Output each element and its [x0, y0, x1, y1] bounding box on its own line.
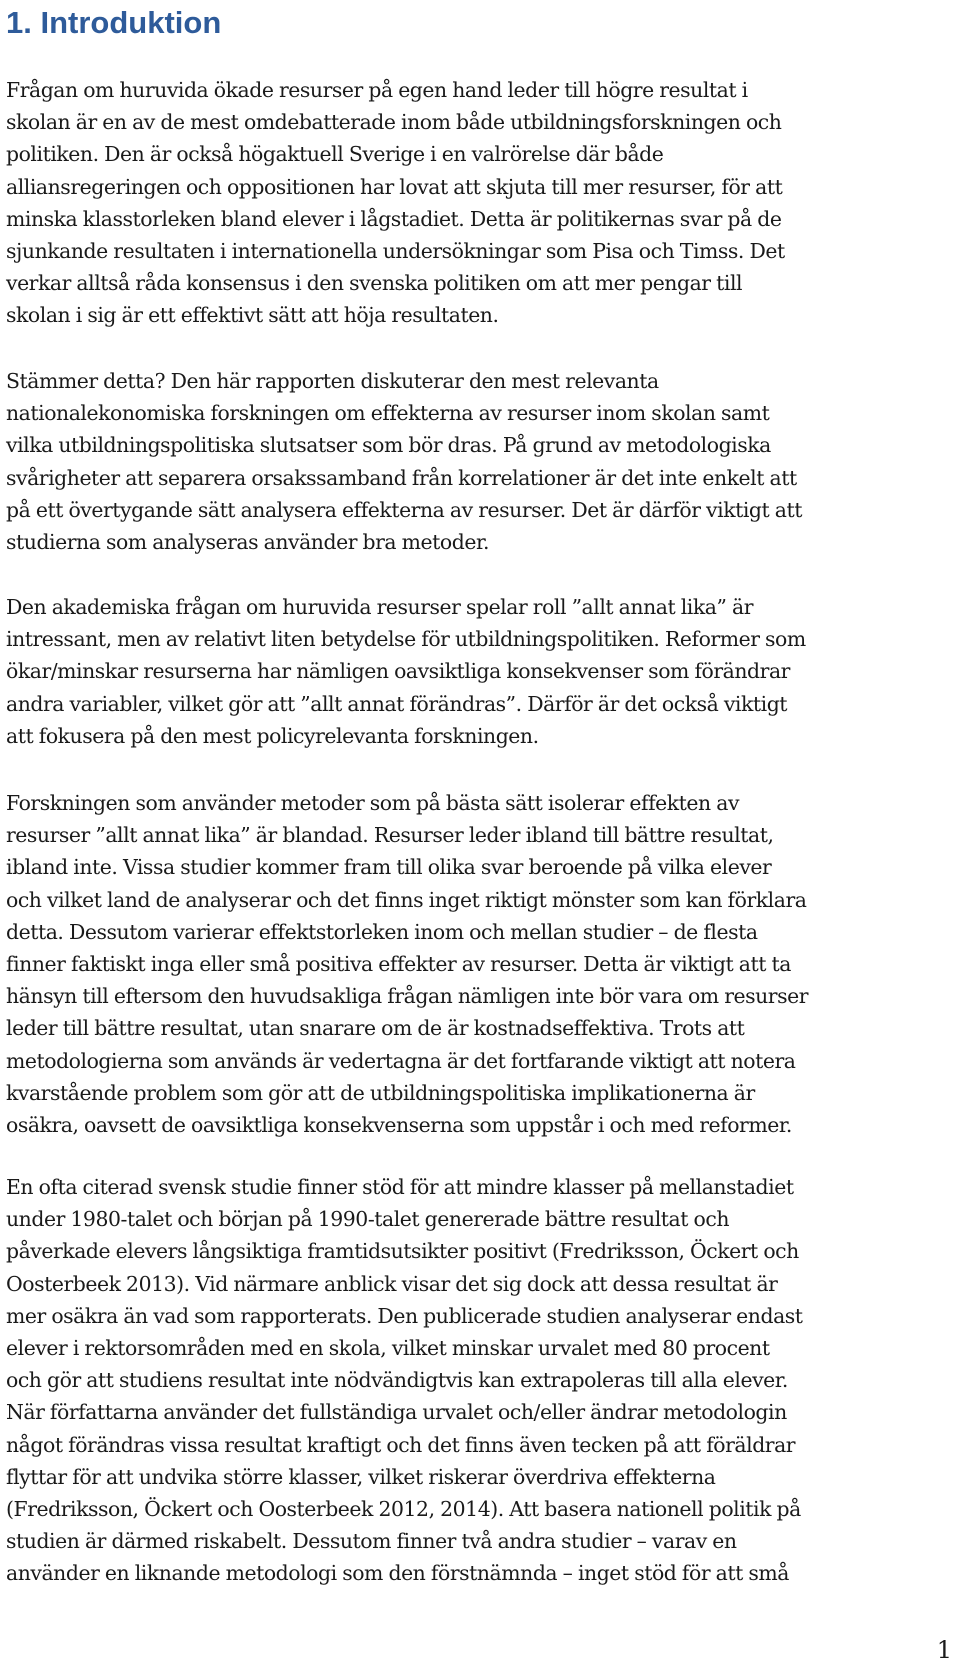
text-line: En ofta citerad svensk studie finner stöd för att mindre klasser på mellanstadiet: [6, 1175, 794, 1199]
text-line: verkar alltså råda konsensus i den svenska politiken om att mer pengar till: [6, 271, 743, 296]
text-line: osäkra, oavsett de oavsiktliga konsekvenserna som uppstår i och med reformer.: [6, 1112, 792, 1137]
text-line: Oosterbeek 2013). Vid närmare anblick visar det sig dock att dessa resultat är: [6, 1271, 778, 1296]
text-line: ibland inte. Vissa studier kommer fram till olika svar beroende på vilka elever: [6, 855, 772, 880]
text-line: flyttar för att undvika större klasser, vilket riskerar överdriva effekterna: [6, 1464, 716, 1489]
text-line: vilka utbildningspolitiska slutsatser som bör dras. På grund av metodologiska: [6, 433, 771, 458]
text-line: Forskningen som använder metoder som på bästa sätt isolerar effekten av: [6, 791, 740, 815]
text-line: studierna som analyseras använder bra metoder.: [6, 529, 490, 554]
paragraph-3: [6, 591, 806, 752]
text-line: finner faktiskt inga eller små positiva effekter av resurser. Detta är viktigt att ta: [6, 951, 791, 976]
text-line: att fokusera på den mest policyrelevanta forskningen.: [6, 723, 539, 748]
text-line: påverkade elevers långsiktiga framtidsutsikter positivt (Fredriksson, Öckert och: [6, 1239, 799, 1264]
paragraph-4: [6, 787, 808, 1141]
text-line: något förändras vissa resultat kraftigt och det finns även tecken på att föräldrar: [6, 1432, 796, 1457]
text-line: studien är därmed riskabelt. Dessutom finner två andra studier – varav en: [6, 1529, 737, 1554]
text-line: och gör att studiens resultat inte nödvändigtvis kan extrapoleras till alla elever.: [6, 1368, 788, 1393]
text-line: metodologierna som används är vedertagna är det fortfarande viktigt att notera: [6, 1048, 796, 1073]
text-line: hänsyn till eftersom den huvudsakliga frågan nämligen inte bör vara om resurser: [6, 984, 809, 1009]
document-page: [6, 0, 954, 1586]
text-line: leder till bättre resultat, utan snarare om de är kostnadseffektiva. Trots att: [6, 1016, 745, 1041]
text-line: När författarna använder det fullständiga urvalet och/eller ändrar metodologin: [6, 1400, 787, 1425]
text-line: intressant, men av relativt liten betydelse för utbildningspolitiken. Reformer som: [6, 627, 806, 652]
text-line: ökar/minskar resurserna har nämligen oavsiktliga konsekvenser som förändrar: [6, 659, 790, 684]
text-line: elever i rektorsområden med en skola, vilket minskar urvalet med 80 procent: [6, 1335, 770, 1360]
text-line: svårigheter att separera orsakssamband från korrelationer är det inte enkelt att: [6, 465, 797, 490]
text-line: (Fredriksson, Öckert och Oosterbeek 2012, 2014). Att basera nationell politik på: [6, 1496, 801, 1521]
paragraph-5: [6, 1171, 803, 1589]
text-line: mer osäkra än vad som rapporterats. Den publicerade studien analyserar endast: [6, 1303, 803, 1328]
paragraph-2: [6, 365, 802, 558]
text-line: andra variabler, vilket gör att ”allt annat förändras”. Därför är det också viktigt: [6, 691, 788, 716]
text-line: och vilket land de analyserar och det finns inget riktigt mönster som kan förklara: [6, 887, 807, 912]
text-line: minska klasstorleken bland elever i lågstadiet. Detta är politikernas svar på de: [6, 206, 782, 231]
text-line: alliansregeringen och oppositionen har lovat att skjuta till mer resurser, för att: [6, 174, 783, 199]
text-line: resurser ”allt annat lika” är blandad. Resurser leder ibland till bättre resultat,: [6, 823, 774, 848]
text-line: sjunkande resultaten i internationella undersökningar som Pisa och Timss. Det: [6, 238, 785, 263]
text-line: Stämmer detta? Den här rapporten diskuterar den mest relevanta: [6, 369, 659, 393]
page-number: 1: [936, 1636, 952, 1664]
text-line: kvarstående problem som gör att de utbildningspolitiska implikationerna är: [6, 1080, 755, 1105]
text-line: detta. Dessutom varierar effektstorleken inom och mellan studier – de flesta: [6, 919, 758, 944]
text-line: på ett övertygande sätt analysera effekterna av resurser. Det är därför viktigt att: [6, 497, 802, 522]
text-line: skolan i sig är ett effektivt sätt att höja resultaten.: [6, 303, 499, 328]
section-heading: 1. Introduktion: [6, 5, 222, 40]
text-line: under 1980-talet och början på 1990-talet genererade bättre resultat och: [6, 1207, 729, 1232]
text-line: nationalekonomiska forskningen om effekterna av resurser inom skolan samt: [6, 401, 770, 426]
text-line: skolan är en av de mest omdebatterade inom både utbildningsforskningen och: [6, 110, 782, 135]
paragraph-1: [6, 74, 785, 332]
text-line: Den akademiska frågan om huruvida resurser spelar roll ”allt annat lika” är: [6, 595, 754, 619]
text-line: politiken. Den är också högaktuell Sverige i en valrörelse där både: [6, 142, 664, 167]
text-line: Frågan om huruvida ökade resurser på egen hand leder till högre resultat i: [6, 78, 748, 102]
text-line: använder en liknande metodologi som den förstnämnda – inget stöd för att små: [6, 1561, 790, 1586]
